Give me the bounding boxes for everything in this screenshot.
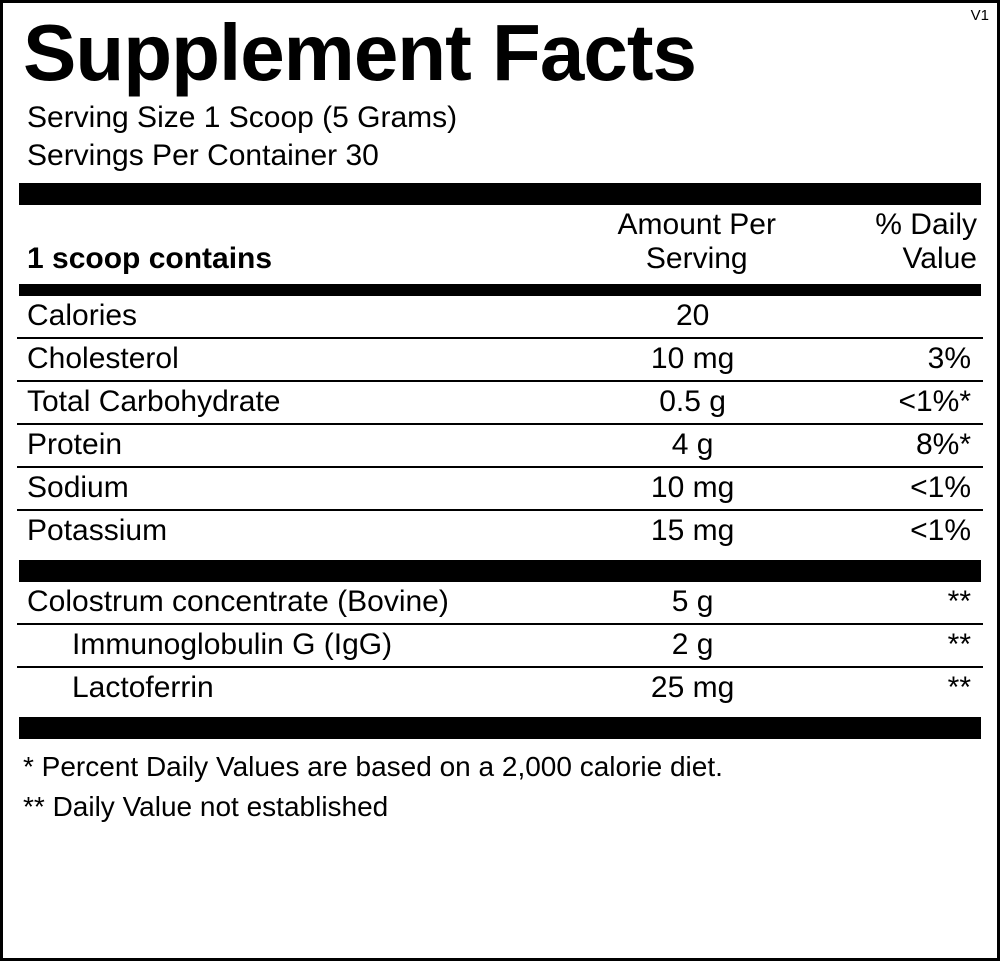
table-header-row (17, 205, 983, 280)
header-dv-line1: % Daily (875, 208, 977, 241)
table-row (17, 381, 983, 424)
ingredient-dv: ** (811, 582, 983, 624)
nutrient-amount: 20 (575, 296, 811, 338)
table-row (17, 296, 983, 338)
nutrient-dv (811, 296, 983, 338)
table-row (17, 424, 983, 467)
ingredient-name: Colostrum concentrate (Bovine) (17, 582, 575, 624)
nutrient-amount: 15 mg (650, 514, 735, 547)
header-name: 1 scoop contains (27, 242, 273, 275)
nutrient-name: Sodium (17, 467, 575, 510)
divider-medium-header (19, 284, 981, 296)
ingredient-dv: ** (947, 671, 971, 704)
table-row (17, 338, 983, 381)
header-amount-line1: Amount Per (617, 208, 776, 241)
ingredient-amount: 5 g (575, 582, 811, 624)
table-row (17, 510, 983, 552)
nutrients-table (17, 296, 983, 552)
nutrient-dv: 3% (811, 338, 983, 381)
nutrient-dv: <1% (811, 467, 983, 510)
page-title: Supplement Facts (23, 8, 697, 97)
footnote-not-established: ** Daily Value not established (23, 791, 389, 822)
nutrient-name: Calories (17, 296, 575, 338)
footnotes (23, 747, 983, 827)
divider-thick-bottom (19, 717, 981, 739)
nutrient-amount: 10 mg (575, 338, 811, 381)
facts-header-table (17, 205, 983, 280)
ingredient-name: Immunoglobulin G (IgG) (17, 624, 575, 667)
header-dv-line2: Value (902, 242, 977, 275)
nutrient-amount: 10 mg (575, 467, 811, 510)
nutrient-amount: 0.5 g (575, 381, 811, 424)
serving-size: Serving Size 1 Scoop (5 Grams) (27, 101, 458, 134)
nutrient-name: Cholesterol (17, 338, 575, 381)
nutrient-name: Potassium (27, 514, 168, 547)
footnote-daily-values: * Percent Daily Values are based on a 2,000 calorie diet. (23, 751, 723, 782)
nutrient-dv: 8%* (811, 424, 983, 467)
header-daily-value (816, 205, 983, 280)
version-code: V1 (970, 7, 989, 24)
nutrient-dv: <1%* (811, 381, 983, 424)
nutrient-name: Total Carbohydrate (17, 381, 575, 424)
divider-thick-middle (19, 560, 981, 582)
table-row (17, 467, 983, 510)
ingredient-amount: 2 g (575, 624, 811, 667)
divider-thick-top (19, 183, 981, 205)
header-amount-line2: Serving (645, 242, 748, 275)
ingredient-dv: ** (811, 624, 983, 667)
ingredient-amount: 25 mg (650, 671, 735, 704)
nutrient-name: Protein (17, 424, 575, 467)
header-amount (578, 205, 816, 280)
table-row (17, 582, 983, 624)
ingredients-table (17, 582, 983, 709)
table-row (17, 667, 983, 709)
nutrient-amount: 4 g (575, 424, 811, 467)
ingredient-name: Lactoferrin (72, 671, 214, 704)
servings-per-container: Servings Per Container 30 (27, 139, 379, 172)
nutrient-dv: <1% (910, 514, 971, 547)
table-row (17, 624, 983, 667)
